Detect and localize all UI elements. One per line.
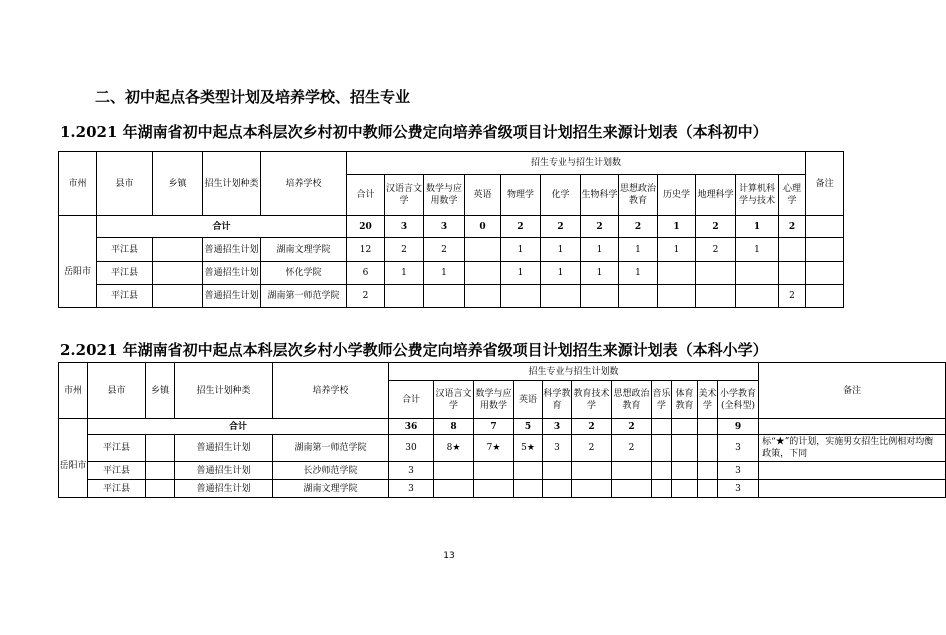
- county-cell: 平江县: [88, 480, 146, 498]
- value-cell: [652, 480, 672, 498]
- total-cell: 2: [541, 216, 581, 238]
- value-cell: 30: [389, 435, 434, 462]
- header-county: 县市: [88, 363, 146, 419]
- school-cell: 怀化学院: [261, 262, 347, 285]
- value-cell: 7★: [474, 435, 514, 462]
- value-cell: [658, 285, 696, 308]
- value-cell: 2: [612, 435, 652, 462]
- value-cell: [698, 480, 718, 498]
- value-cell: [698, 435, 718, 462]
- value-cell: [696, 285, 736, 308]
- value-cell: [501, 285, 541, 308]
- value-cell: [465, 238, 501, 262]
- header-subject: 地理科学: [696, 175, 736, 216]
- value-cell: [474, 480, 514, 498]
- total-cell: [672, 419, 698, 435]
- total-cell: 1: [658, 216, 696, 238]
- city-cell: [59, 216, 97, 238]
- value-cell: [465, 262, 501, 285]
- total-cell: 2: [779, 216, 806, 238]
- county-cell: 平江县: [88, 462, 146, 480]
- header-subject: 体育教育: [672, 381, 698, 419]
- city-cell: 岳阳市: [59, 435, 88, 498]
- town-cell: [146, 462, 175, 480]
- value-cell: 2: [385, 238, 424, 262]
- value-cell: [736, 285, 779, 308]
- county-cell: 平江县: [97, 285, 153, 308]
- total-cell: 36: [389, 419, 434, 435]
- header-subject: 汉语言文学: [385, 175, 424, 216]
- value-cell: 8★: [434, 435, 474, 462]
- header-city: 市州: [59, 152, 97, 216]
- header-subject: 思想政治教育: [619, 175, 658, 216]
- value-cell: 2: [572, 435, 612, 462]
- total-cell: 0: [465, 216, 501, 238]
- header-subject: 思想政治教育: [612, 381, 652, 419]
- value-cell: [543, 462, 572, 480]
- table-row: [59, 462, 946, 480]
- table-row: [59, 435, 946, 462]
- value-cell: 2: [779, 285, 806, 308]
- value-cell: [385, 285, 424, 308]
- school-cell: 湖南文理学院: [273, 480, 389, 498]
- value-cell: 1: [581, 238, 619, 262]
- value-cell: [424, 285, 465, 308]
- total-cell: 1: [736, 216, 779, 238]
- note-cell: [759, 419, 946, 435]
- total-cell: 5: [514, 419, 543, 435]
- town-cell: [153, 262, 203, 285]
- value-cell: 1: [658, 238, 696, 262]
- value-cell: [514, 462, 543, 480]
- value-cell: 5★: [514, 435, 543, 462]
- plan-type-cell: 普通招生计划: [175, 435, 273, 462]
- school-cell: 湖南文理学院: [261, 238, 347, 262]
- total-cell: [698, 419, 718, 435]
- table-row: [59, 262, 844, 285]
- value-cell: [612, 480, 652, 498]
- value-cell: [619, 285, 658, 308]
- value-cell: 2: [424, 238, 465, 262]
- note-cell: [759, 462, 946, 480]
- table1-title: 1.2021 年湖南省初中起点本科层次乡村初中教师公费定向培养省级项目计划招生来源计划表（本科初中）: [60, 123, 768, 141]
- total-row: [59, 216, 844, 238]
- town-cell: [153, 238, 203, 262]
- table1: [58, 151, 844, 308]
- header-subject: 生物科学: [581, 175, 619, 216]
- total-cell: 2: [572, 419, 612, 435]
- header-city: 市州: [59, 363, 88, 419]
- value-cell: 1: [424, 262, 465, 285]
- value-cell: [779, 238, 806, 262]
- table2-title: 2.2021 年湖南省初中起点本科层次乡村小学教师公费定向培养省级项目计划招生来源计划表（本科小学）: [60, 341, 768, 359]
- value-cell: 12: [347, 238, 385, 262]
- value-cell: [434, 480, 474, 498]
- header-note: 备注: [806, 152, 844, 216]
- county-cell: 平江县: [88, 435, 146, 462]
- table2: [58, 362, 946, 498]
- value-cell: [572, 480, 612, 498]
- total-cell: 2: [581, 216, 619, 238]
- note-text: 标“★”的计划，实施男女招生比例相对均衡政策，下同: [759, 435, 946, 462]
- header-subject: 数学与应用数学: [424, 175, 465, 216]
- town-cell: [146, 480, 175, 498]
- school-cell: 湖南第一师范学院: [261, 285, 347, 308]
- header-subject: 合计: [389, 381, 434, 419]
- value-cell: [672, 435, 698, 462]
- county-cell: 平江县: [97, 238, 153, 262]
- value-cell: 3: [389, 462, 434, 480]
- school-cell: 长沙师范学院: [273, 462, 389, 480]
- note-cell: [806, 262, 844, 285]
- total-cell: 2: [619, 216, 658, 238]
- total-cell: 7: [474, 419, 514, 435]
- value-cell: 1: [541, 238, 581, 262]
- value-cell: [672, 480, 698, 498]
- header-subject: 汉语言文学: [434, 381, 474, 419]
- value-cell: [474, 462, 514, 480]
- value-cell: [514, 480, 543, 498]
- total-cell: 2: [696, 216, 736, 238]
- table-row: [59, 285, 844, 308]
- header-county: 县市: [97, 152, 153, 216]
- header-subject: 英语: [514, 381, 543, 419]
- value-cell: [652, 462, 672, 480]
- value-cell: [736, 262, 779, 285]
- value-cell: [652, 435, 672, 462]
- header-subject: 数学与应用数学: [474, 381, 514, 419]
- value-cell: [672, 462, 698, 480]
- total-cell: 20: [347, 216, 385, 238]
- town-cell: [153, 285, 203, 308]
- header-subject: 计算机科学与技术: [736, 175, 779, 216]
- header-school: 培养学校: [261, 152, 347, 216]
- header-note: 备注: [759, 363, 946, 419]
- city-cell: [59, 419, 88, 435]
- value-cell: 1: [501, 262, 541, 285]
- city-cell: 岳阳市: [59, 238, 97, 308]
- plan-type-cell: 普通招生计划: [203, 238, 261, 262]
- value-cell: 1: [581, 262, 619, 285]
- value-cell: [572, 462, 612, 480]
- total-row: [59, 419, 946, 435]
- value-cell: 3: [718, 480, 759, 498]
- value-cell: [696, 262, 736, 285]
- value-cell: [434, 462, 474, 480]
- plan-type-cell: 普通招生计划: [175, 462, 273, 480]
- header-group: 招生专业与招生计划数: [347, 152, 806, 175]
- note-cell: [806, 238, 844, 262]
- note-cell: [806, 216, 844, 238]
- total-cell: 2: [612, 419, 652, 435]
- value-cell: 1: [619, 238, 658, 262]
- value-cell: [779, 262, 806, 285]
- value-cell: [543, 480, 572, 498]
- section-title: 二、初中起点各类型计划及培养学校、招生专业: [95, 88, 411, 106]
- total-cell: [652, 419, 672, 435]
- header-group: 招生专业与招生计划数: [389, 363, 759, 381]
- value-cell: 2: [347, 285, 385, 308]
- total-cell: 8: [434, 419, 474, 435]
- header-subject: 历史学: [658, 175, 696, 216]
- total-cell: 3: [385, 216, 424, 238]
- header-subject: 教育技术学: [572, 381, 612, 419]
- value-cell: 3: [718, 435, 759, 462]
- plan-type-cell: 普通招生计划: [175, 480, 273, 498]
- county-cell: 平江县: [97, 262, 153, 285]
- header-subject: 心理学: [779, 175, 806, 216]
- header-town: 乡镇: [146, 363, 175, 419]
- table-row: [59, 480, 946, 498]
- total-label: 合计: [88, 419, 389, 435]
- value-cell: 6: [347, 262, 385, 285]
- town-cell: [146, 435, 175, 462]
- header-subject: 音乐学: [652, 381, 672, 419]
- value-cell: 1: [736, 238, 779, 262]
- plan-type-cell: 普通招生计划: [203, 262, 261, 285]
- value-cell: [581, 285, 619, 308]
- note-cell: [759, 480, 946, 498]
- value-cell: 3: [543, 435, 572, 462]
- value-cell: 3: [718, 462, 759, 480]
- total-cell: 3: [543, 419, 572, 435]
- header-subject: 英语: [465, 175, 501, 216]
- value-cell: 3: [389, 480, 434, 498]
- value-cell: [698, 462, 718, 480]
- header-plan-type: 招生计划种类: [203, 152, 261, 216]
- header-subject: 物理学: [501, 175, 541, 216]
- header-subject: 科学教育: [543, 381, 572, 419]
- value-cell: 1: [385, 262, 424, 285]
- total-cell: 2: [501, 216, 541, 238]
- total-label: 合计: [97, 216, 347, 238]
- header-school: 培养学校: [273, 363, 389, 419]
- table-row: [59, 238, 844, 262]
- note-cell: [806, 285, 844, 308]
- value-cell: 2: [696, 238, 736, 262]
- header-subject: 合计: [347, 175, 385, 216]
- value-cell: 1: [541, 262, 581, 285]
- school-cell: 湖南第一师范学院: [273, 435, 389, 462]
- total-cell: 9: [718, 419, 759, 435]
- value-cell: 1: [619, 262, 658, 285]
- header-subject: 化学: [541, 175, 581, 216]
- value-cell: [612, 462, 652, 480]
- value-cell: [541, 285, 581, 308]
- header-subject: 小学教育(全科型): [718, 381, 759, 419]
- plan-type-cell: 普通招生计划: [203, 285, 261, 308]
- page-number: 13: [443, 551, 455, 561]
- header-plan-type: 招生计划种类: [175, 363, 273, 419]
- value-cell: [658, 262, 696, 285]
- total-cell: 3: [424, 216, 465, 238]
- header-subject: 美术学: [698, 381, 718, 419]
- value-cell: 1: [501, 238, 541, 262]
- value-cell: [465, 285, 501, 308]
- header-town: 乡镇: [153, 152, 203, 216]
